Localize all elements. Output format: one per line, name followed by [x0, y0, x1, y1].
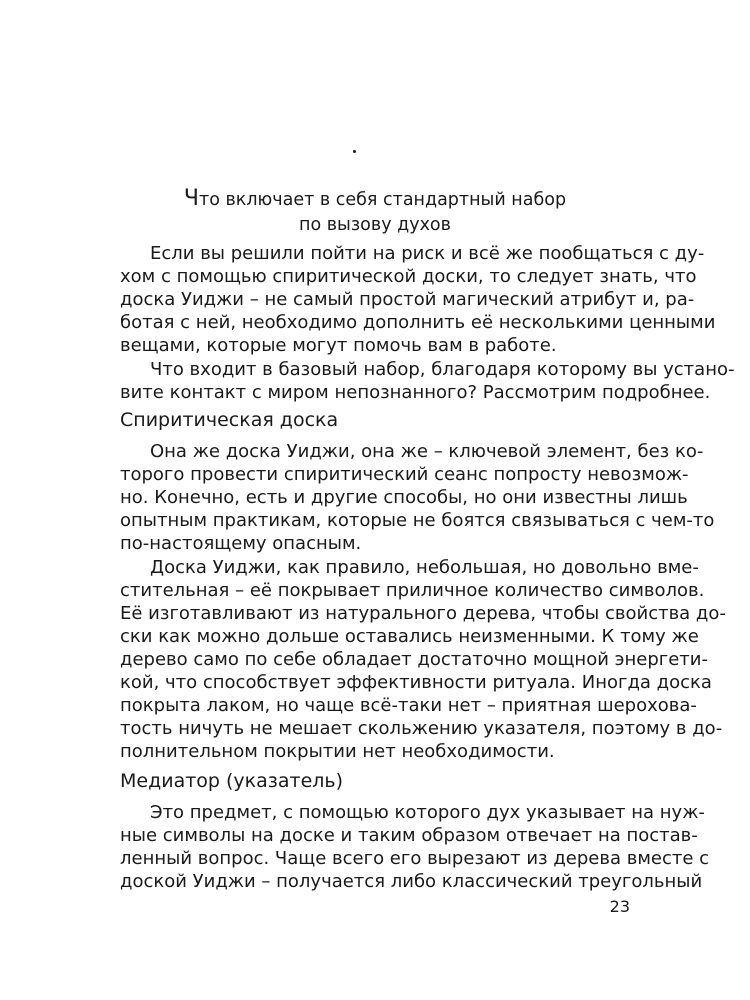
text-line: кой, что способствует эффективности ритуала. Иногда доска	[120, 672, 712, 693]
text-line: полнительном покрытии нет необходимости.	[120, 741, 555, 762]
text-line: Это предмет, с помощью которого дух указывает на нуж-	[150, 802, 705, 823]
text-line: покрыта лаком, но чаще всё-таки нет – приятная шероховa-	[120, 695, 697, 716]
text-line: Что входит в базовый набор, благодаря которому вы устано-	[150, 359, 735, 380]
decorative-dot	[353, 150, 356, 153]
text-line: дерево само по себе обладает достаточно мощной энергети-	[120, 649, 708, 670]
text-line: но. Конечно, есть и другие способы, но они известны лишь	[120, 487, 688, 508]
text-line: ботая с ней, необходимо дополнить её несколькими ценными	[120, 312, 716, 333]
text-line: по-настоящему опасным.	[120, 533, 362, 554]
text-line: тость ничуть не мешает скольжению указателя, поэтому в до-	[120, 718, 723, 739]
text-line: вите контакт с миром непознанного? Рассмотрим подробнее.	[120, 382, 711, 403]
text-line: торого провести спиритический сеанс попросту невозмож-	[120, 464, 689, 485]
text-line: вещами, которые могут помочь вам в работе.	[120, 335, 557, 356]
page-number: 23	[609, 897, 630, 916]
text-line: ные символы на доске и таким образом отвечает на постав-	[120, 825, 698, 846]
text-line: опытным практикам, которые не боятся связываться с чем-то	[120, 510, 715, 531]
text-line: хом с помощью спиритической доски, то следует знать, что	[120, 266, 697, 287]
chapter-title-line-1	[118, 186, 632, 213]
text-line: Доска Уиджи, как правило, небольшая, но довольно вме-	[150, 557, 699, 578]
text-line: доской Уиджи – получается либо классический треугольный	[120, 871, 703, 892]
text-line: доска Уиджи – не самый простой магический атрибут и, ра-	[120, 289, 695, 310]
chapter-title-initial: Ч	[183, 186, 199, 211]
text-line: Её изготавливают из натурального дерева, чтобы свойства до-	[120, 603, 726, 624]
chapter-title-rest: то включает в себя стандартный набор	[199, 190, 567, 210]
text-line: Она же доска Уиджи, она же – ключевой элемент, без ко-	[150, 441, 704, 462]
section-heading-mediator: Медиатор (указатель)	[120, 770, 344, 792]
text-line: стительная – её покрывает приличное количество символов.	[120, 580, 705, 601]
text-line: Если вы решили пойти на риск и всё же пообщаться с ду-	[150, 243, 705, 264]
section-heading-spiritic-board: Спиритическая доска	[120, 409, 339, 431]
chapter-title-line-2: по вызову духов	[299, 215, 451, 235]
text-line: ски как можно дольше оставались неизменными. К тому же	[120, 626, 699, 647]
text-line: ленный вопрос. Чаще всего его вырезают из дерева вместе с	[120, 848, 710, 869]
